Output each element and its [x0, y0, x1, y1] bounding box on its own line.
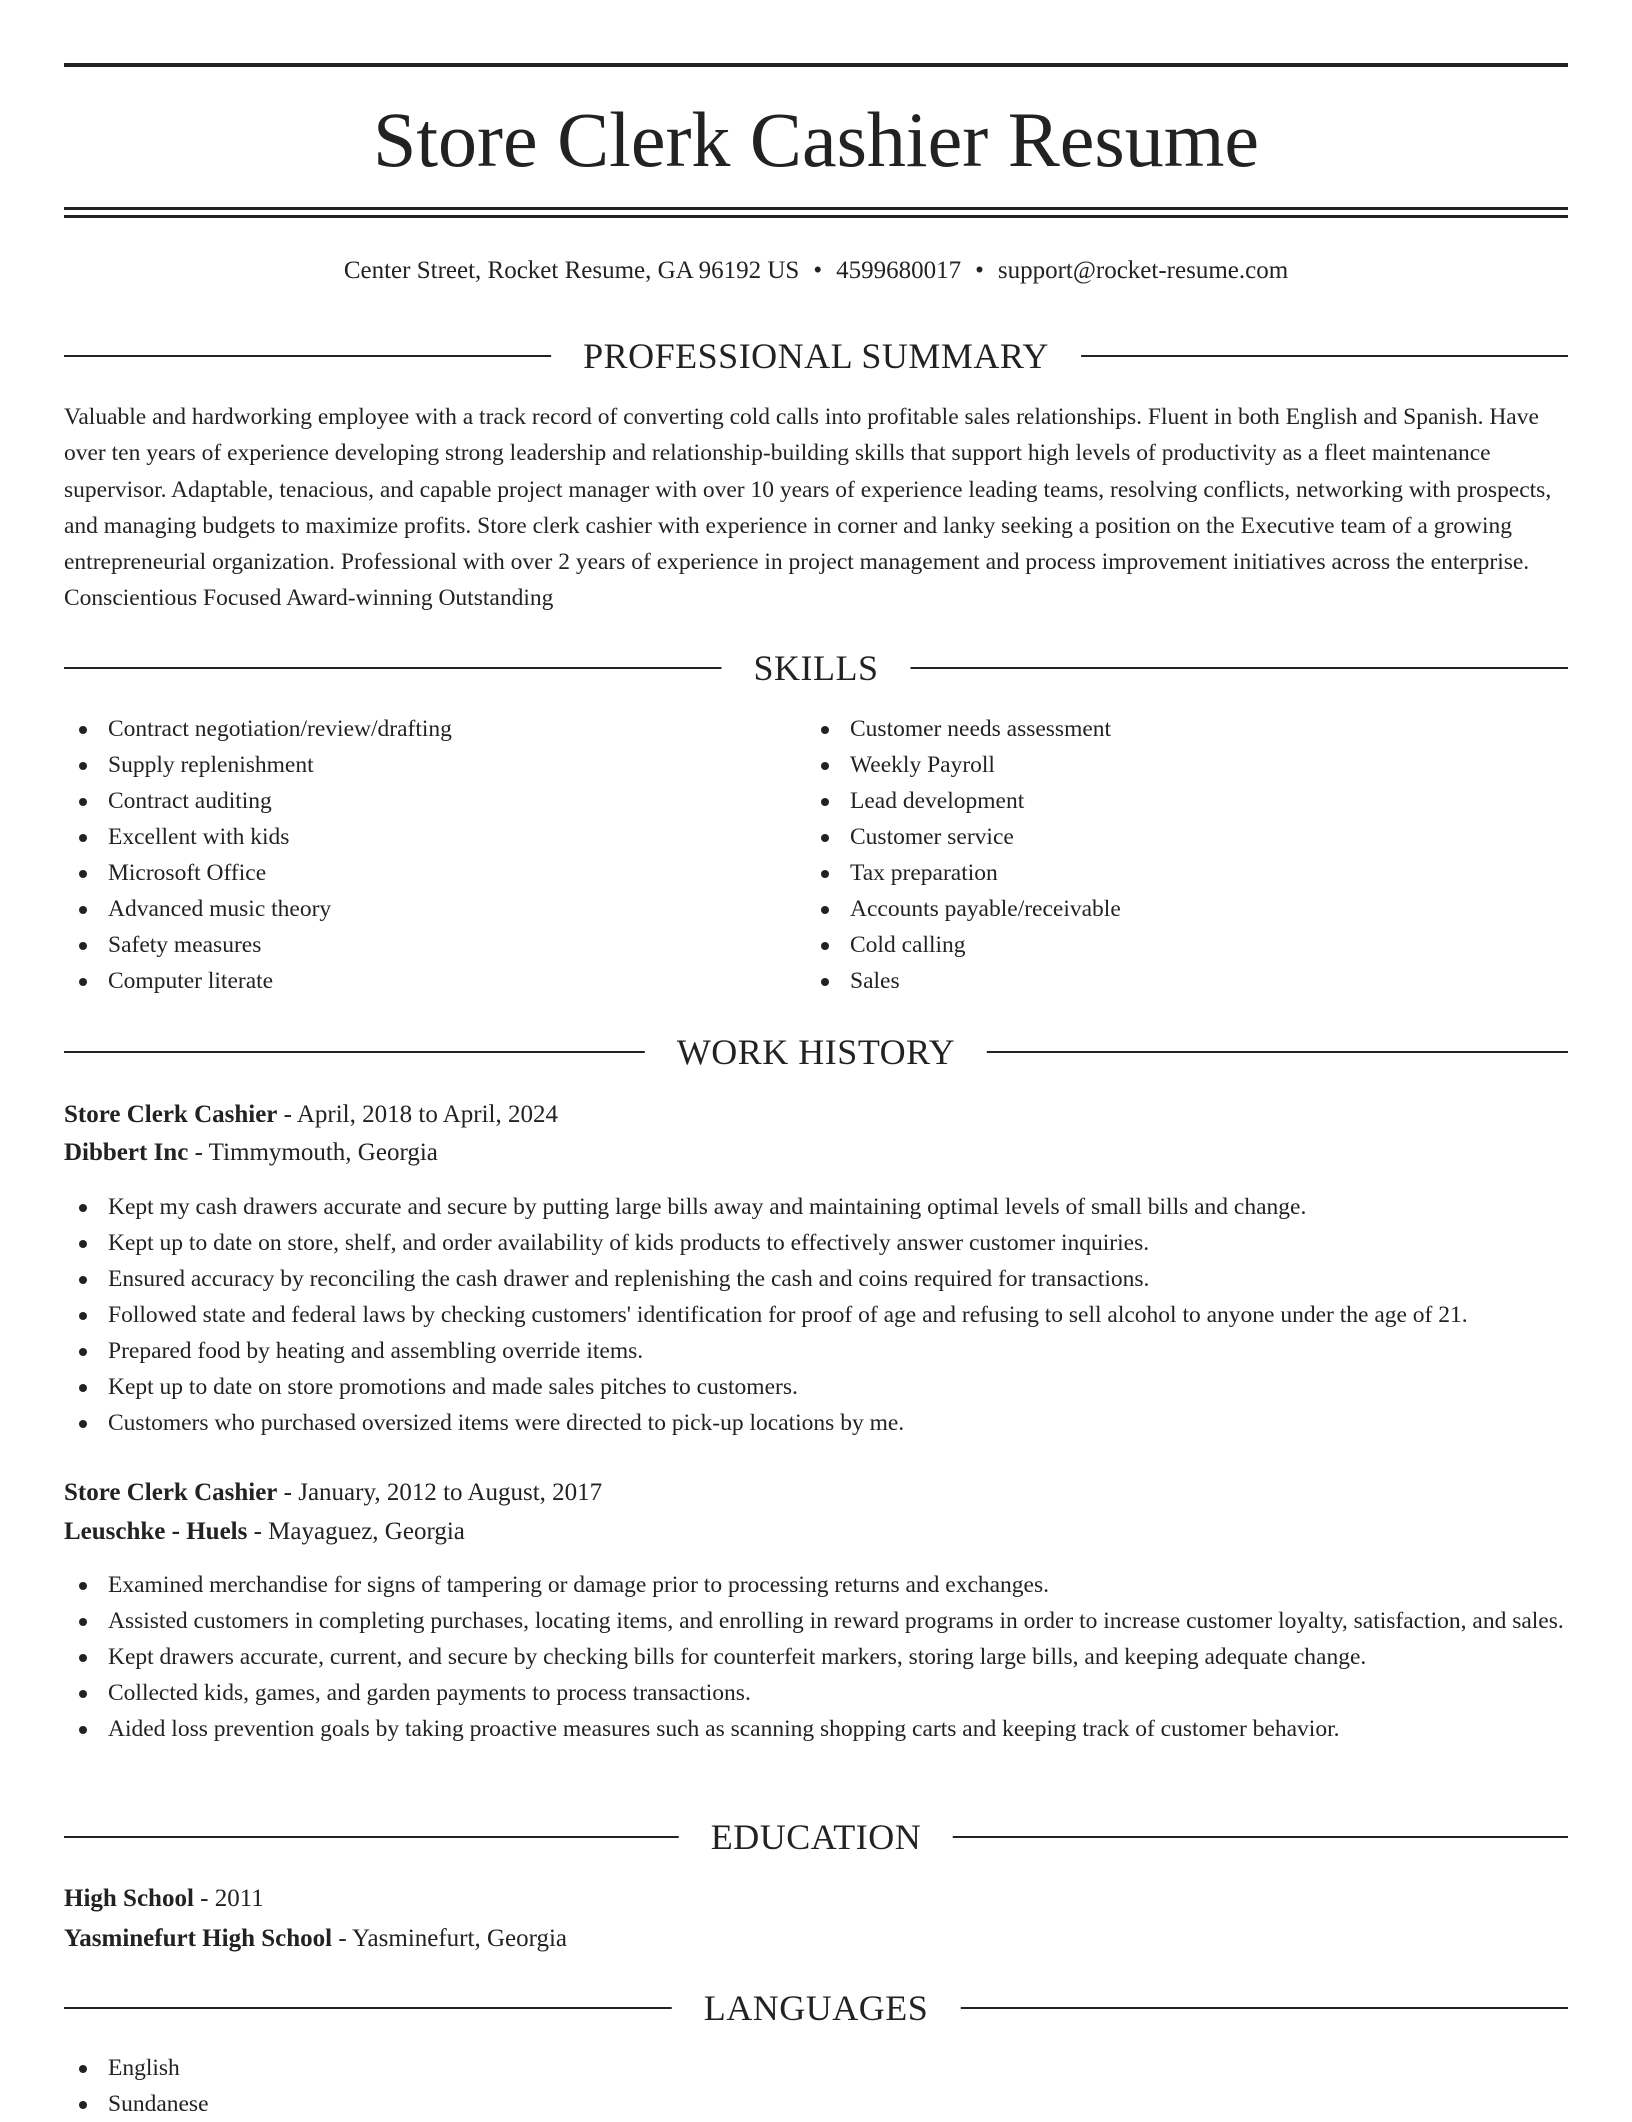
- skill-item: Advanced music theory: [64, 891, 764, 927]
- job-duty: Prepared food by heating and assembling override items.: [64, 1333, 1568, 1369]
- job-duty: Kept up to date on store, shelf, and order availability of kids products to effectively answer customer inquiries.: [64, 1225, 1568, 1261]
- job-duty: Customers who purchased oversized items were directed to pick-up locations by me.: [64, 1405, 1568, 1441]
- section-title: PROFESSIONAL SUMMARY: [551, 331, 1081, 381]
- skill-item: Accounts payable/receivable: [806, 891, 1506, 927]
- section-header-work-history: [64, 1027, 1568, 1077]
- skill-item: Weekly Payroll: [806, 747, 1506, 783]
- title-rule-upper: [64, 207, 1568, 210]
- job-duty: Kept drawers accurate, current, and secure by checking bills for counterfeit markers, storing large bills, and keeping adequate change.: [64, 1639, 1568, 1675]
- education-year: - 2011: [193, 1885, 264, 1912]
- job-duty: Kept up to date on store promotions and made sales pitches to customers.: [64, 1369, 1568, 1405]
- skill-item: Lead development: [806, 783, 1506, 819]
- languages-list: [64, 2050, 1568, 2122]
- education-location: - Yasminefurt, Georgia: [332, 1925, 568, 1952]
- job-duties-list: [64, 1189, 1568, 1441]
- professional-summary: Valuable and hardworking employee with a track record of converting cold calls into profitable sales relationships. Fluent in both English and Spanish. Have over ten years of experience developing strong leadership and relationship-building skills that support high levels of productivity as a fleet maintenance supervisor. Adaptable, tenacious, and capable project manager with over 10 years of experience leading teams, resolving conflicts, networking with prospects, and managing budgets to maximize profits. Store clerk cashier with experience in corner and lanky seeking a position on the Executive team of a growing entrepreneurial organization. Professional with over 2 years of experience in project management and process improvement initiatives across the enterprise. Conscientious Focused Award-winning Outstanding: [64, 404, 1552, 612]
- education-school: Yasminefurt High School: [64, 1925, 333, 1952]
- education-degree: High School: [64, 1885, 194, 1912]
- skill-item: Excellent with kids: [64, 819, 764, 855]
- skill-item: Microsoft Office: [64, 855, 764, 891]
- education-school-line: [64, 1921, 1568, 1957]
- skill-item: Sales: [806, 963, 1506, 999]
- job-company: Leuschke - Huels: [64, 1518, 248, 1545]
- language-item: English: [64, 2050, 1568, 2086]
- section-title: SKILLS: [721, 643, 910, 693]
- title-rule-lower: [64, 215, 1568, 218]
- job-dates: - January, 2012 to August, 2017: [277, 1479, 603, 1506]
- skill-item: Cold calling: [806, 927, 1506, 963]
- skill-item: Tax preparation: [806, 855, 1506, 891]
- skill-item: Contract negotiation/review/drafting: [64, 711, 764, 747]
- job-role: Store Clerk Cashier: [64, 1101, 278, 1128]
- section-header-education: [64, 1812, 1568, 1862]
- skills-list-left: [64, 711, 764, 999]
- contact-separator: •: [813, 257, 823, 284]
- job-company-line: [64, 1514, 1568, 1550]
- job-duty: Kept my cash drawers accurate and secure by putting large bills away and maintaining optimal levels of small bills and change.: [64, 1189, 1568, 1225]
- job-company: Dibbert Inc: [64, 1139, 189, 1166]
- job-duty: Collected kids, games, and garden payments to process transactions.: [64, 1675, 1568, 1711]
- contact-phone: 4599680017: [836, 257, 962, 284]
- page-title: Store Clerk Cashier Resume: [373, 96, 1259, 183]
- job-duty: Followed state and federal laws by checking customers' identification for proof of age and refusing to sell alcohol to anyone under the age of 21.: [64, 1297, 1568, 1333]
- contact-address: Center Street, Rocket Resume, GA 96192 US: [343, 257, 800, 284]
- top-rule: [64, 63, 1568, 67]
- skill-item: Safety measures: [64, 927, 764, 963]
- job-role: Store Clerk Cashier: [64, 1479, 278, 1506]
- contact-line: [64, 254, 1568, 288]
- skill-item: Computer literate: [64, 963, 764, 999]
- section-title: WORK HISTORY: [645, 1027, 987, 1077]
- section-title: EDUCATION: [679, 1812, 953, 1862]
- job-duty: Assisted customers in completing purchases, locating items, and enrolling in reward programs in order to increase customer loyalty, satisfaction, and sales.: [64, 1603, 1568, 1639]
- contact-email: support@rocket-resume.com: [997, 257, 1289, 284]
- skill-item: Supply replenishment: [64, 747, 764, 783]
- job-title-line: [64, 1097, 1568, 1133]
- job-company-line: [64, 1135, 1568, 1171]
- skill-item: Contract auditing: [64, 783, 764, 819]
- skill-item: Customer service: [806, 819, 1506, 855]
- skills-list-right: [806, 711, 1506, 999]
- job-dates: - April, 2018 to April, 2024: [277, 1101, 558, 1128]
- skill-item: Customer needs assessment: [806, 711, 1506, 747]
- job-location: - Mayaguez, Georgia: [247, 1518, 465, 1545]
- job-duties-list: [64, 1567, 1568, 1747]
- job-duty: Ensured accuracy by reconciling the cash drawer and replenishing the cash and coins required for transactions.: [64, 1261, 1568, 1297]
- job-title-line: [64, 1475, 1568, 1511]
- section-header-languages: [64, 1983, 1568, 2033]
- section-header-skills: [64, 643, 1568, 693]
- section-title: LANGUAGES: [672, 1983, 961, 2033]
- job-duty: Aided loss prevention goals by taking proactive measures such as scanning shopping carts and keeping track of customer behavior.: [64, 1711, 1568, 1747]
- contact-separator: •: [975, 257, 984, 284]
- education-degree-line: [64, 1881, 1568, 1917]
- job-location: - Timmymouth, Georgia: [188, 1139, 438, 1166]
- language-item: Sundanese: [64, 2086, 1568, 2122]
- job-duty: Examined merchandise for signs of tampering or damage prior to processing returns and exchanges.: [64, 1567, 1568, 1603]
- section-header-summary: [64, 331, 1568, 381]
